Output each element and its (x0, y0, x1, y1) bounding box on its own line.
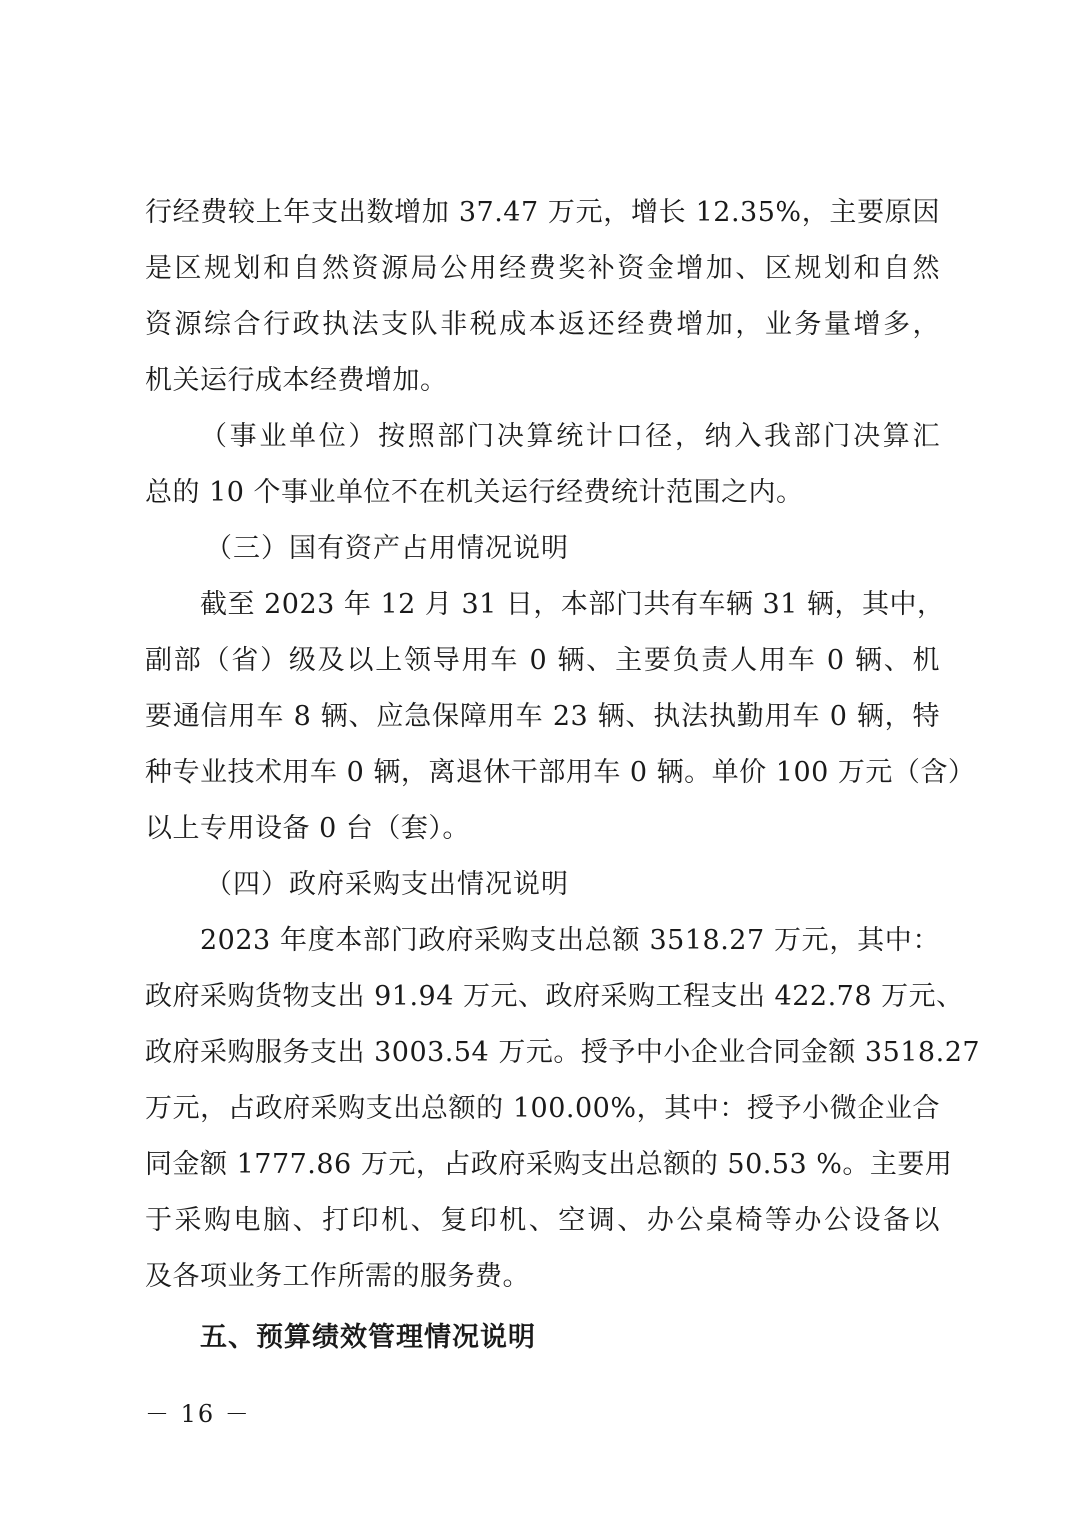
paragraph-line: 以上专用设备 0 台（套）。 (145, 813, 470, 844)
section-heading: （四）政府采购支出情况说明 (205, 869, 569, 900)
section-heading: 五、预算绩效管理情况说明 (200, 1322, 536, 1353)
paragraph-line: 于采购电脑、打印机、复印机、空调、办公桌椅等办公设备以 (145, 1205, 940, 1236)
paragraph-line: 总的 10 个事业单位不在机关运行经费统计范围之内。 (145, 477, 804, 508)
paragraph-line: 机关运行成本经费增加。 (145, 365, 448, 396)
paragraph-line: 要通信用车 8 辆、应急保障用车 23 辆、执法执勤用车 0 辆，特 (145, 701, 940, 732)
paragraph-line: 政府采购服务支出 3003.54 万元。授予中小企业合同金额 3518.27 (145, 1037, 981, 1068)
paragraph-line: 资源综合行政执法支队非税成本返还经费增加，业务量增多， (145, 309, 940, 340)
paragraph-line: （事业单位）按照部门决算统计口径，纳入我部门决算汇 (200, 421, 940, 452)
paragraph-line: 及各项业务工作所需的服务费。 (145, 1261, 530, 1292)
paragraph-line: 2023 年度本部门政府采购支出总额 3518.27 万元，其中： (200, 925, 940, 956)
paragraph-line: 万元，占政府采购支出总额的 100.00%，其中：授予小微企业合 (145, 1093, 940, 1124)
paragraph-line: 同金额 1777.86 万元，占政府采购支出总额的 50.53 %。主要用 (145, 1149, 953, 1180)
section-heading: （三）国有资产占用情况说明 (205, 533, 569, 564)
paragraph-line: 截至 2023 年 12 月 31 日，本部门共有车辆 31 辆，其中， (200, 589, 945, 620)
page-number: － 16 － (145, 1400, 251, 1428)
paragraph-line: 政府采购货物支出 91.94 万元、政府采购工程支出 422.78 万元、 (145, 981, 964, 1012)
paragraph-line: 种专业技术用车 0 辆，离退休干部用车 0 辆。单价 100 万元（含） (145, 757, 976, 788)
paragraph-line: 副部（省）级及以上领导用车 0 辆、主要负责人用车 0 辆、机 (145, 645, 940, 676)
paragraph-line: 行经费较上年支出数增加 37.47 万元，增长 12.35%，主要原因 (145, 197, 940, 228)
paragraph-line: 是区规划和自然资源局公用经费奖补资金增加、区规划和自然 (145, 253, 940, 284)
